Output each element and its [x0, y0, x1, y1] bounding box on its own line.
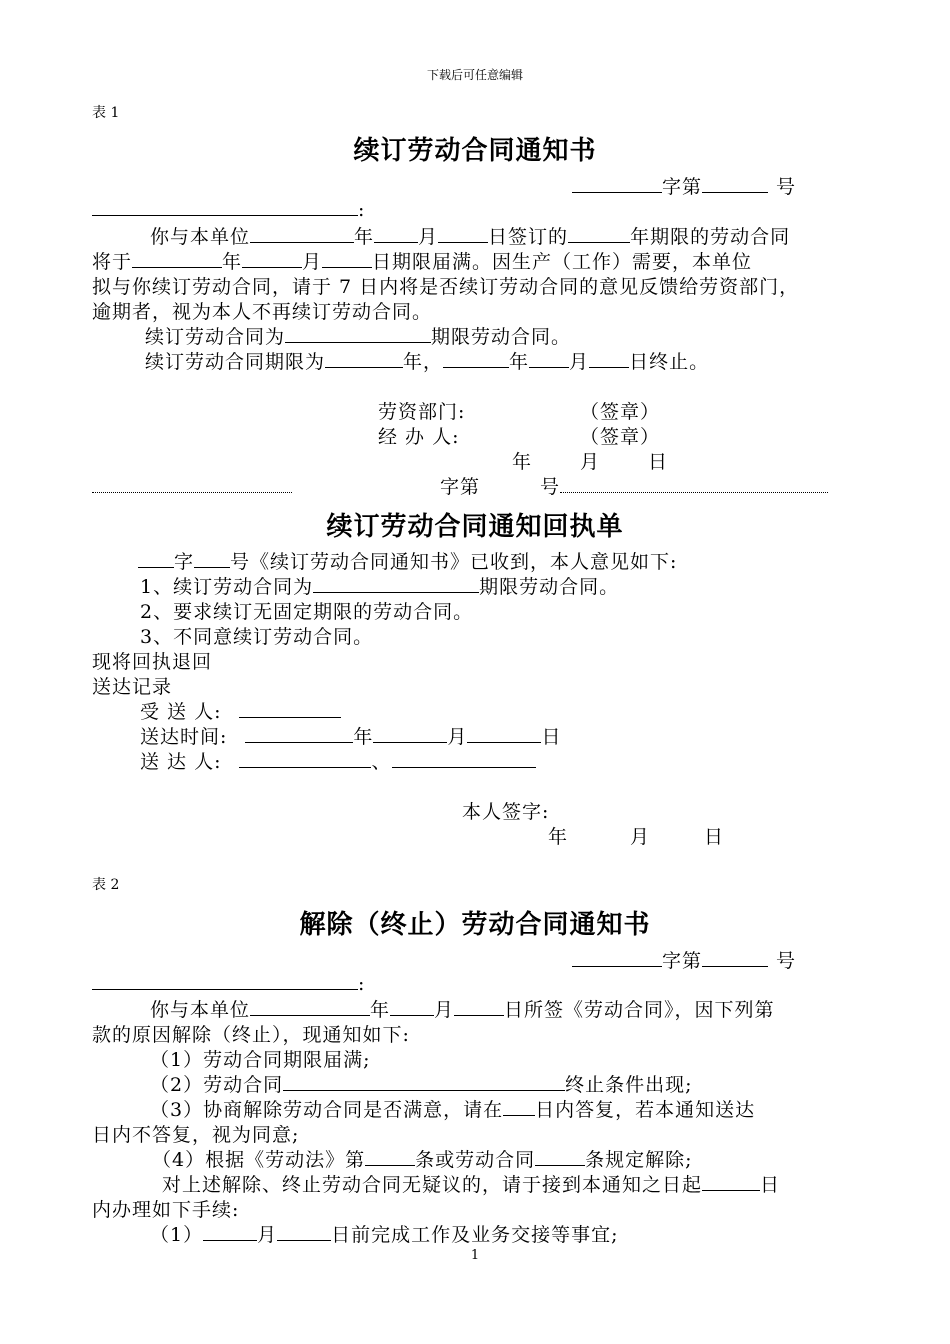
ref-number-blank[interactable]: [702, 175, 768, 193]
cut-line-left: [92, 492, 292, 493]
form2-title: 解除（终止）劳动合同通知书: [299, 910, 651, 940]
handler-label: 经 办 人:: [378, 426, 460, 448]
receipt-option-1: 1、续订劳动合同为 期限劳动合同。: [140, 576, 620, 598]
receipt-title: 续订劳动合同通知回执单: [326, 512, 624, 542]
sign-date-month: 月: [630, 826, 651, 848]
sign-year-blank[interactable]: [250, 225, 354, 243]
form2-addressee-blank[interactable]: [92, 972, 358, 990]
table-label-2: 表 2: [92, 877, 120, 893]
cut-zi-text: 字第: [440, 476, 481, 498]
sign-month-blank[interactable]: [374, 225, 418, 243]
end-day-blank[interactable]: [589, 350, 629, 368]
form2-ref-prefix-blank[interactable]: [572, 949, 662, 967]
ref-hao-text: 号: [776, 176, 797, 198]
form1-title: 续订劳动合同通知书: [353, 136, 597, 166]
form2-addressee-line: :: [92, 972, 365, 995]
renew-type-blank[interactable]: [285, 325, 431, 343]
form1-renew-term-line: 续订劳动合同期限为 年， 年 月 日终止。: [145, 351, 710, 373]
delivery-time-row: 送达时间: 年 月 日: [140, 726, 562, 748]
renew-years-blank[interactable]: [325, 350, 403, 368]
sign-date-day: 日: [704, 826, 725, 848]
form1-date-day: 日: [648, 451, 669, 473]
receipt-option-2: 2、要求续订无固定期限的劳动合同。: [140, 601, 474, 623]
ref-prefix-blank[interactable]: [572, 175, 662, 193]
delivery-record-heading: 送达记录: [92, 676, 173, 698]
reason-item-1: （1）劳动合同期限届满;: [150, 1049, 371, 1071]
expire-day-blank[interactable]: [322, 250, 372, 268]
dept-seal[interactable]: （签章）: [580, 401, 661, 423]
handover-month-blank[interactable]: [203, 1223, 257, 1241]
page-number: 1: [470, 1248, 480, 1263]
form2-ref-number-blank[interactable]: [702, 949, 768, 967]
cut-hao-text: 号: [540, 476, 561, 498]
contract-article-blank[interactable]: [535, 1148, 585, 1166]
sender-blank-2[interactable]: [392, 750, 536, 768]
form2-para-line-4: 内办理如下手续:: [92, 1199, 240, 1221]
form1-renew-type-line: 续订劳动合同为 期限劳动合同。: [145, 326, 572, 348]
form1-date-month: 月: [580, 451, 601, 473]
receipt-line-1: 字 号《续订劳动合同通知书》已收到，本人意见如下:: [138, 547, 677, 574]
form1-para-line-3: 拟与你续订劳动合同，请于 7 日内将是否续订劳动合同的意见反馈给劳资部门，: [92, 276, 800, 298]
form1-para-line-4: 逾期者，视为本人不再续订劳动合同。: [92, 301, 433, 323]
form2-para-line-3: 对上述解除、终止劳动合同无疑议的，请于接到本通知之日起 日: [162, 1174, 781, 1196]
delivery-year-blank[interactable]: [245, 725, 353, 743]
end-month-blank[interactable]: [529, 350, 569, 368]
contract-day-blank[interactable]: [454, 998, 504, 1016]
receipt-term-blank[interactable]: [313, 575, 479, 593]
handover-day-blank[interactable]: [277, 1223, 331, 1241]
contract-month-blank[interactable]: [390, 998, 434, 1016]
form1-addressee-line: :: [92, 198, 365, 221]
receipt-option-3: 3、不同意续订劳动合同。: [140, 626, 374, 648]
cut-line-right: [560, 492, 828, 493]
labor-law-article-blank[interactable]: [365, 1148, 415, 1166]
receipt-zi-blank[interactable]: [138, 550, 174, 568]
self-sign-label: 本人签字:: [462, 801, 550, 823]
delivery-day-blank[interactable]: [467, 725, 541, 743]
sign-date-year: 年: [548, 826, 569, 848]
procedure-item-1: （1） 月 日前完成工作及业务交接等事宜;: [150, 1224, 619, 1246]
reason-item-3-cont: 日内不答复，视为同意;: [92, 1124, 300, 1146]
contract-year-blank[interactable]: [250, 998, 370, 1016]
form1-para-line-1: 你与本单位 年 月 日签订的 年期限的劳动合同: [150, 226, 791, 248]
addressee-blank[interactable]: [92, 198, 358, 216]
term-years-blank[interactable]: [568, 225, 630, 243]
sign-day-blank[interactable]: [438, 225, 488, 243]
receipt-return-text: 现将回执退回: [92, 651, 213, 673]
page-header: 下载后可任意编辑: [426, 68, 523, 82]
form1-ref-line: [572, 172, 796, 199]
form2-para-line-1: 你与本单位 年 月 日所签《劳动合同》，因下列第: [150, 999, 775, 1021]
form2-para-line-2: 款的原因解除（终止），现通知如下:: [92, 1024, 410, 1046]
end-year-blank[interactable]: [443, 350, 509, 368]
form1-date-year: 年: [512, 451, 533, 473]
delivery-month-blank[interactable]: [373, 725, 447, 743]
termination-condition-blank[interactable]: [283, 1073, 565, 1091]
expire-year-blank[interactable]: [132, 250, 222, 268]
sender-row: 送 达 人: 、: [140, 747, 536, 774]
ref-zi-text: 字第: [662, 176, 703, 198]
sender-blank-1[interactable]: [239, 750, 371, 768]
reason-item-2: （2）劳动合同 终止条件出现;: [150, 1074, 693, 1096]
receiver-blank[interactable]: [239, 700, 341, 718]
form2-ref-line: 字第 号: [572, 946, 796, 973]
receipt-hao-blank[interactable]: [194, 550, 230, 568]
dept-label: 劳资部门:: [378, 401, 466, 423]
form1-para-line-2: 将于 年 月 日期限届满。因生产（工作）需要，本单位: [92, 251, 753, 273]
reply-days-blank[interactable]: [503, 1098, 535, 1116]
table-label-1: 表 1: [92, 105, 120, 121]
reason-item-3: （3）协商解除劳动合同是否满意，请在 日内答复，若本通知送达: [150, 1099, 756, 1121]
handler-seal[interactable]: （签章）: [580, 426, 661, 448]
receiver-row: 受 送 人:: [140, 697, 341, 724]
handle-days-blank[interactable]: [702, 1173, 760, 1191]
reason-item-4: （4）根据《劳动法》第 条或劳动合同 条规定解除;: [152, 1149, 693, 1171]
expire-month-blank[interactable]: [242, 250, 302, 268]
